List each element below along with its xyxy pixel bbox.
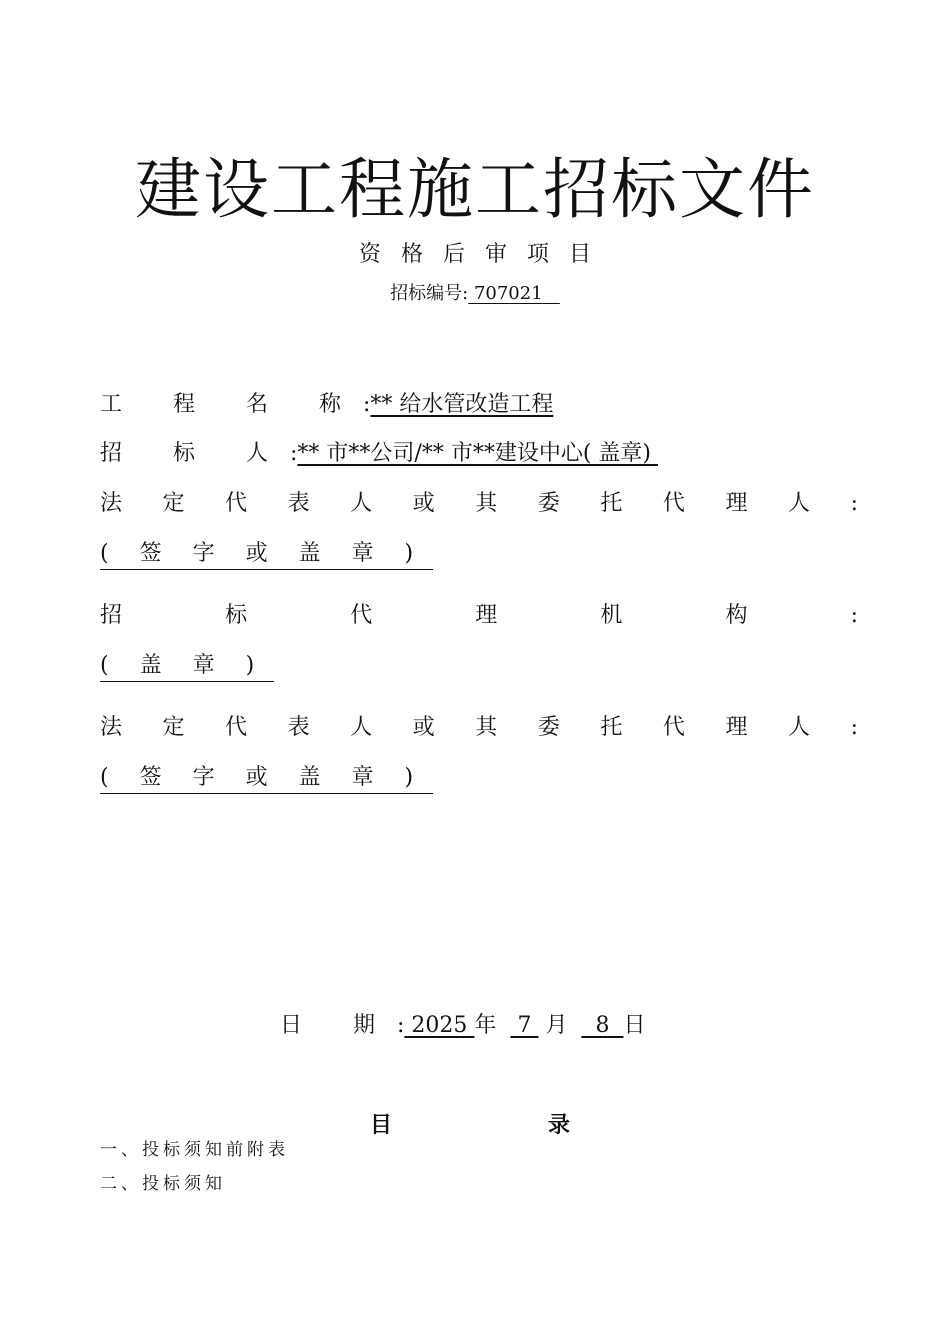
spread-char: 构 — [725, 603, 748, 628]
toc-item-1[interactable]: 一、投标须知前附表 — [100, 1140, 289, 1160]
date-month: 7 — [517, 1013, 532, 1038]
date-sep: : — [397, 1013, 405, 1038]
spread-char: 法 — [100, 715, 123, 740]
toc-title-left: 目 — [370, 1113, 393, 1138]
project-name-label: 工 程 名 称 — [100, 392, 363, 417]
spread-char: 托 — [600, 491, 623, 516]
document-subtitle: 资格后审项目 — [358, 242, 611, 267]
spread-char: 代 — [662, 715, 685, 740]
date-month-unit: 月 — [545, 1013, 568, 1038]
legal-rep-row-1 — [100, 489, 858, 519]
spread-char: 或 — [412, 715, 435, 740]
spread-char: 人 — [788, 491, 811, 516]
spread-char: 人 — [788, 715, 811, 740]
spread-char: : — [850, 715, 858, 740]
spread-char: 理 — [725, 715, 748, 740]
project-name-sep: : — [362, 392, 371, 417]
tenderer-label: 招 标 人 — [100, 441, 290, 466]
spread-char: 理 — [475, 603, 498, 628]
spread-char: 表 — [287, 715, 310, 740]
date-row — [280, 1011, 645, 1041]
spread-char: 招 — [100, 603, 123, 628]
agency-row — [100, 601, 858, 631]
spread-char: 法 — [100, 491, 123, 516]
spread-char: 定 — [162, 715, 185, 740]
spread-char: 其 — [475, 491, 498, 516]
toc-title-right: 录 — [547, 1113, 570, 1138]
legal-rep-row-2 — [100, 713, 858, 743]
spread-char: : — [850, 491, 858, 516]
spread-char: 表 — [287, 491, 310, 516]
date-day: 8 — [595, 1013, 610, 1038]
bid-number-label: 招标编号: — [390, 283, 469, 304]
date-year: 2025 — [411, 1013, 468, 1038]
spread-char: 其 — [475, 715, 498, 740]
date-label: 日 期 — [280, 1013, 397, 1038]
date-year-unit: 年 — [474, 1013, 497, 1038]
toc-item-2[interactable]: 二、投标须知 — [100, 1174, 226, 1194]
spread-char: 代 — [225, 491, 248, 516]
spread-char: 委 — [537, 715, 560, 740]
spread-char: 代 — [662, 491, 685, 516]
project-name-row — [100, 390, 553, 420]
sign-or-seal-2: ( 签 字 或 盖 章 ) — [100, 763, 433, 794]
bid-number-line — [0, 282, 950, 306]
bid-number-value: 707021 — [473, 283, 543, 304]
spread-char: 代 — [350, 603, 373, 628]
toc-title — [370, 1112, 570, 1140]
spread-char: 定 — [162, 491, 185, 516]
tenderer-value: ** 市**公司/** 市**建设中心( 盖章) — [297, 441, 651, 466]
spread-char: 标 — [225, 603, 248, 628]
document-title: 建设工程施工招标文件 — [135, 151, 815, 228]
seal-only: ( 盖 章 ) — [100, 651, 274, 682]
date-day-unit: 日 — [623, 1013, 646, 1038]
spread-char: 人 — [350, 715, 373, 740]
tenderer-sep: : — [290, 441, 298, 466]
spread-char: 委 — [537, 491, 560, 516]
tenderer-row — [100, 439, 658, 469]
spread-char: 或 — [412, 491, 435, 516]
sign-or-seal-1: ( 签 字 或 盖 章 ) — [100, 539, 433, 570]
spread-char: 代 — [225, 715, 248, 740]
project-name-value: ** 给水管改造工程 — [370, 392, 554, 417]
spread-char: 机 — [600, 603, 623, 628]
spread-char: : — [850, 603, 858, 628]
spread-char: 托 — [600, 715, 623, 740]
spread-char: 理 — [725, 491, 748, 516]
spread-char: 人 — [350, 491, 373, 516]
